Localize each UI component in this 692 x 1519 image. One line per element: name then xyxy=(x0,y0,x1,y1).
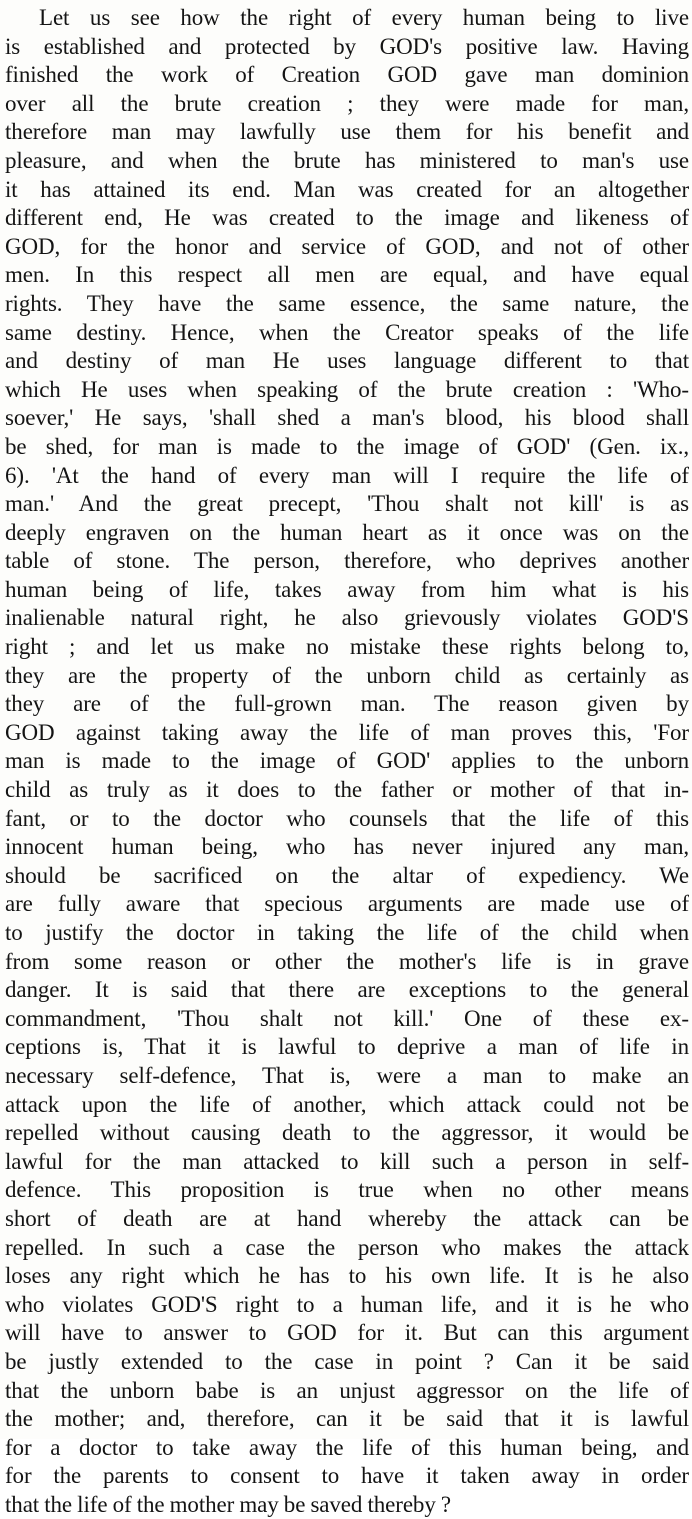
article-line: they are of the full-grown man. The reason given by xyxy=(5,691,689,717)
article-line: man.' And the great precept, 'Thou shalt not kill' is as xyxy=(5,491,689,517)
article-line: and destiny of man He uses language different to that xyxy=(5,348,689,374)
article-line: who violates GOD'S right to a human life, and it is he who xyxy=(5,1291,689,1317)
article-line: commandment, 'Thou shalt not kill.' One of these ex- xyxy=(5,1005,689,1031)
article-line: for a doctor to take away the life of this human being, and xyxy=(5,1434,689,1460)
article-line: soever,' He says, 'shall shed a man's blood, his blood shall xyxy=(5,405,689,431)
article-line: men. In this respect all men are equal, and have equal xyxy=(5,262,689,288)
article-line: innocent human being, who has never injured any man, xyxy=(5,834,689,860)
article-line: deeply engraven on the human heart as it once was on the xyxy=(5,519,689,545)
article-line: danger. It is said that there are exceptions to the general xyxy=(5,977,689,1003)
article-line: therefore man may lawfully use them for his benefit and xyxy=(5,119,689,145)
article-line: table of stone. The person, therefore, who deprives another xyxy=(5,548,689,574)
article-line: child as truly as it does to the father or mother of that in- xyxy=(5,777,689,803)
article-line: defence. This proposition is true when no other means xyxy=(5,1177,689,1203)
article-line: inalienable natural right, he also grievously violates GOD'S xyxy=(5,605,689,631)
article-line: that the unborn babe is an unjust aggressor on the life of xyxy=(5,1377,689,1403)
article-line: should be sacrificed on the altar of expediency. We xyxy=(5,862,689,888)
article-line: repelled. In such a case the person who makes the attack xyxy=(5,1234,689,1260)
article-line: be shed, for man is made to the image of GOD' (Gen. ix., xyxy=(5,433,689,459)
article-body xyxy=(5,4,689,1519)
article-line: ceptions is, That it is lawful to deprive a man of life in xyxy=(5,1034,689,1060)
article-line: human being of life, takes away from him what is his xyxy=(5,576,689,602)
article-line: right ; and let us make no mistake these rights belong to, xyxy=(5,634,689,660)
article-line: fant, or to the doctor who counsels that the life of this xyxy=(5,805,689,831)
article-line: they are the property of the unborn child as certainly as xyxy=(5,662,689,688)
article-line: short of death are at hand whereby the attack can be xyxy=(5,1205,689,1231)
article-line: different end, He was created to the image and likeness of xyxy=(5,205,689,231)
article-line: be justly extended to the case in point ? Can it be said xyxy=(5,1348,689,1374)
article-line: is established and protected by GOD's positive law. Having xyxy=(5,33,689,59)
article-line: loses any right which he has to his own life. It is he also xyxy=(5,1263,689,1289)
article-line: attack upon the life of another, which attack could not be xyxy=(5,1091,689,1117)
article-line: GOD, for the honor and service of GOD, and not of other xyxy=(5,233,689,259)
article-line: it has attained its end. Man was created for an altogether xyxy=(5,176,689,202)
article-line: repelled without causing death to the aggressor, it would be xyxy=(5,1120,689,1146)
article-line: rights. They have the same essence, the same nature, the xyxy=(5,290,689,316)
article-line: lawful for the man attacked to kill such a person in self- xyxy=(5,1148,689,1174)
article-line: that the life of the mother may be saved thereby ? xyxy=(5,1491,451,1517)
article-line: the mother; and, therefore, can it be said that it is lawful xyxy=(5,1406,689,1432)
article-line: over all the brute creation ; they were made for man, xyxy=(5,90,689,116)
article-line: to justify the doctor in taking the life of the child when xyxy=(5,920,689,945)
article-line: from some reason or other the mother's life is in grave xyxy=(5,948,689,974)
article-line: for the parents to consent to have it taken away in order xyxy=(5,1463,689,1489)
article-line: pleasure, and when the brute has ministered to man's use xyxy=(5,147,689,173)
article-line: Let us see how the right of every human being to live xyxy=(39,5,689,30)
article-line: necessary self-defence, That is, were a man to make an xyxy=(5,1062,689,1088)
article-line: GOD against taking away the life of man proves this, 'For xyxy=(5,719,689,745)
article-line: same destiny. Hence, when the Creator speaks of the life xyxy=(5,319,689,345)
article-line: will have to answer to GOD for it. But can this argument xyxy=(5,1320,689,1346)
article-line: finished the work of Creation GOD gave man dominion xyxy=(5,62,689,88)
article-line: which He uses when speaking of the brute creation : 'Who- xyxy=(5,376,689,402)
article-line: 6). 'At the hand of every man will I require the life of xyxy=(5,462,689,488)
article-line: are fully aware that specious arguments are made use of xyxy=(5,891,689,917)
article-line: man is made to the image of GOD' applies to the unborn xyxy=(5,748,689,774)
